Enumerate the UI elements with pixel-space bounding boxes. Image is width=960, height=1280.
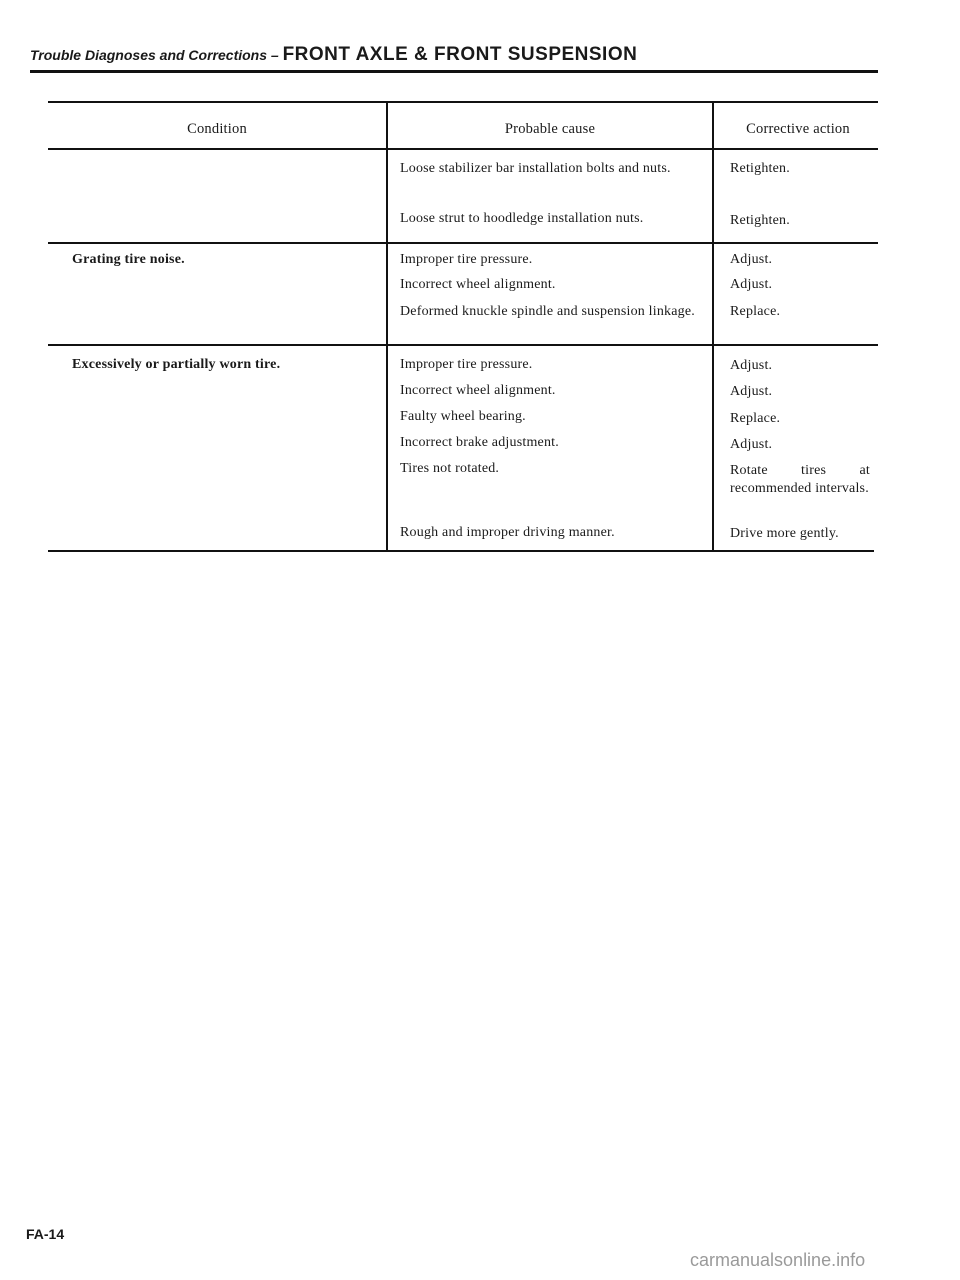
action-3-2: Adjust. — [730, 384, 773, 399]
cause-2-1: Improper tire pressure. — [400, 252, 533, 267]
cause-2-3: Deformed knuckle spindle and suspension linkage. — [400, 304, 695, 319]
condition-group-3: Excessively or partially worn tire. — [72, 357, 281, 372]
header-section-label: Trouble Diagnoses and Corrections – — [30, 47, 283, 63]
action-3-1: Adjust. — [730, 358, 773, 373]
cause-2-2: Incorrect wheel alignment. — [400, 277, 556, 292]
column-divider-2 — [712, 101, 714, 552]
cause-3-5: Tires not rotated. — [400, 461, 500, 476]
group1-bottom-rule — [48, 242, 878, 244]
header-condition: Condition — [187, 121, 247, 137]
action-2-1: Adjust. — [730, 252, 773, 267]
cause-3-3: Faulty wheel bearing. — [400, 409, 526, 424]
header-corrective-action: Corrective action — [746, 121, 850, 137]
condition-group-2: Grating tire noise. — [72, 252, 185, 267]
watermark: carmanualsonline.info — [690, 1250, 866, 1270]
action-1-1: Retighten. — [730, 161, 790, 176]
action-2-2: Adjust. — [730, 277, 773, 292]
column-divider-1 — [386, 101, 388, 552]
action-2-3: Replace. — [730, 304, 781, 319]
cause-3-6: Rough and improper driving manner. — [400, 525, 615, 540]
cause-3-2: Incorrect wheel alignment. — [400, 383, 556, 398]
action-1-2: Retighten. — [730, 213, 790, 228]
header-title: FRONT AXLE & FRONT SUSPENSION — [282, 44, 638, 65]
action-3-4: Adjust. — [730, 437, 773, 452]
action-3-5: Rotate tires at recommended intervals. — [730, 463, 870, 496]
cause-3-4: Incorrect brake adjustment. — [400, 435, 559, 450]
header-bottom-rule — [48, 148, 878, 150]
table-top-rule — [48, 101, 878, 103]
action-3-3: Replace. — [730, 411, 781, 426]
cause-3-1: Improper tire pressure. — [400, 357, 533, 372]
group2-bottom-rule — [48, 344, 878, 346]
cause-1-1: Loose stabilizer bar installation bolts and nuts. — [400, 161, 671, 176]
page-number: FA-14 — [26, 1226, 65, 1242]
header-probable-cause: Probable cause — [504, 121, 596, 137]
table-bottom-rule — [48, 550, 874, 552]
action-3-6: Drive more gently. — [730, 526, 839, 541]
cause-1-2: Loose strut to hoodledge installation nuts. — [400, 211, 644, 226]
